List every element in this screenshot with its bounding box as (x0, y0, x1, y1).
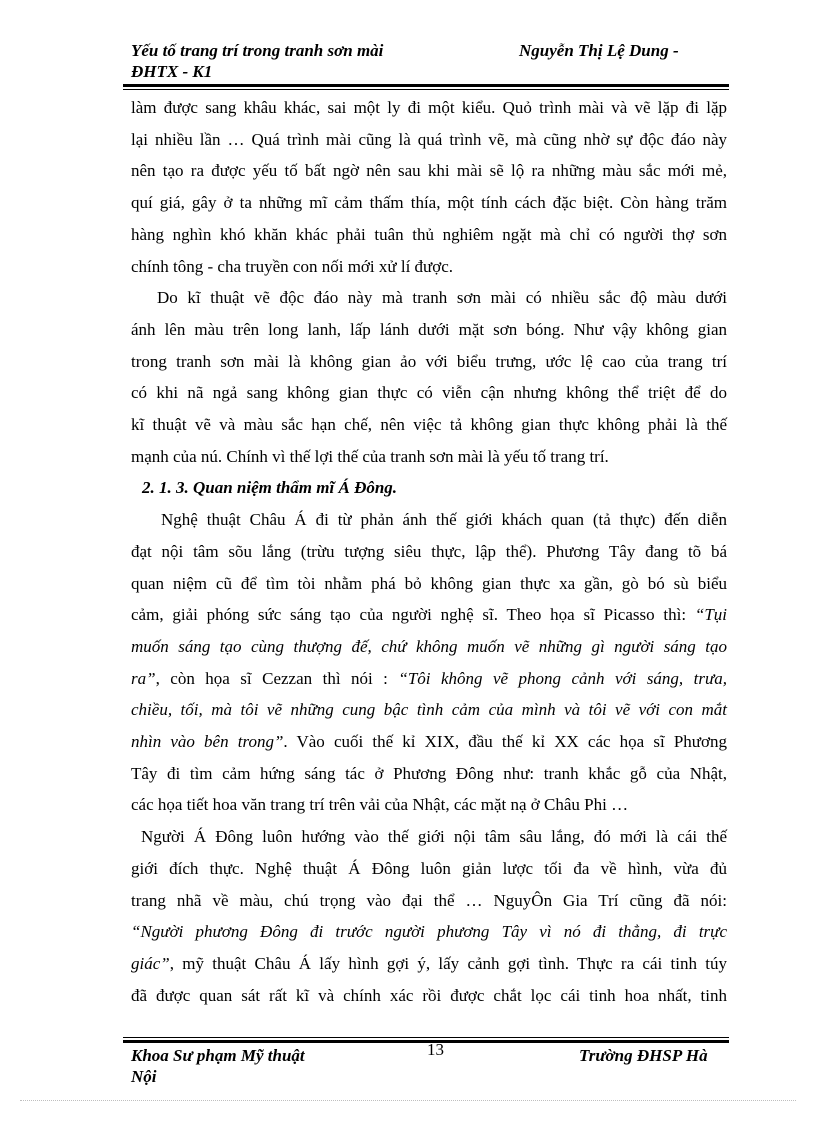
text-line: đạt nội tâm sõu lắng (trừu tượng siêu thực, lập thể). Phương Tây đang tõ bá (131, 541, 727, 561)
text-line (131, 663, 727, 695)
quote-run: chiều, tối, mà tôi vẽ những cung bậc tình cảm của mình và tôi vẽ với con mắt (131, 700, 727, 720)
text-line: lại nhiều lần … Quá trình mài cũng là quá trình vẽ, mà cũng nhờ sự độc đáo này (131, 129, 727, 149)
paragraph-1 (131, 92, 727, 282)
text-line: Do kĩ thuật vẽ độc đáo này mà tranh sơn mài có nhiều sắc độ màu dưới (157, 288, 727, 308)
header-title: Yếu tố trang trí trong tranh sơn mài (131, 41, 384, 60)
paragraph-4 (131, 821, 727, 1011)
text-line: giới đích thực. Nghệ thuật Á Đông luôn giản lược tối đa về hình, vừa đủ (131, 858, 727, 878)
text-line: quan niệm cũ để tìm tòi nhằm phá bỏ không gian thực xa gần, gò bó sù biểu (131, 573, 727, 593)
body-text (131, 92, 727, 1011)
footer-faculty-cont: Nội (131, 1067, 157, 1086)
quote-run: “Tụi (694, 605, 727, 625)
quote-run: nhìn vào bên trong” (131, 732, 284, 752)
text-line (131, 726, 727, 758)
text-line: các họa tiết hoa văn trang trí trên vải của Nhật, các mặt nạ ở Châu Phi … (131, 795, 629, 815)
page-number: 13 (427, 1040, 444, 1059)
text-line: ánh lên màu trên long lanh, lấp lánh dưới mặt sơn bóng. Như vậy không gian (131, 319, 727, 339)
text-line: trong tranh sơn mài là không gian ảo với biểu trưng, ước lệ cao của trang trí (131, 351, 727, 371)
text-line: nên tạo ra được yếu tố bất ngờ nên sau khi mài sẽ lộ ra những màu sắc mới mẻ, (131, 161, 727, 181)
text-line: làm được sang khâu khác, sai một ly đi một kiểu. Quỏ trình mài và vẽ lặp đi lặp (131, 98, 727, 117)
text-line (131, 948, 727, 980)
text-line (131, 599, 727, 631)
text-line: Tây đi tìm cảm hứng sáng tác ở Phương Đông như: tranh khắc gỗ của Nhật, (131, 763, 727, 783)
text-run: , mỹ thuật Châu Á lấy hình gợi ý, lấy cảnh gợi tình. Thực ra cái tinh túy (169, 953, 727, 973)
text-line: hàng nghìn khó khăn khác phải tuân thủ nghiêm ngặt mà chỉ có người thợ sơn (131, 224, 727, 244)
text-line: Nghệ thuật Châu Á đi từ phản ánh thế giới khách quan (tả thực) đến diễn (161, 510, 727, 530)
header-author: Nguyễn Thị Lệ Dung - (519, 41, 679, 60)
header-rule-thin (123, 89, 729, 90)
section-heading: 2. 1. 3. Quan niệm thẩm mĩ Á Đông. (142, 478, 398, 498)
text-line (131, 694, 727, 726)
text-line (131, 916, 727, 948)
text-run: , còn họa sĩ Cezzan thì nói : (155, 668, 388, 688)
text-line: chính tông - cha truyền con nối mới xử lí được. (131, 256, 454, 276)
text-line: Người Á Đông luôn hướng vào thế giới nội tâm sâu lắng, đó mới là cái thế (141, 827, 727, 847)
text-line: mạnh của nú. Chính vì thế lợi thế của tranh sơn mài là yếu tố trang trí. (131, 446, 609, 466)
header-class: ĐHTX - K1 (131, 62, 213, 81)
text-line: trang nhã về màu, chú trọng vào đại thể … NguyÔn Gia Trí cũng đã nói: (131, 890, 727, 910)
text-line: đã được quan sát rất kĩ và chính xác rồi được chắt lọc cái tinh hoa nhất, tinh (131, 985, 727, 1005)
page-edge-divider (20, 1100, 796, 1101)
quote-run: ra” (131, 668, 156, 688)
quote-run: “Người phương Đông đi trước người phương Tây vì nó đi thẳng, đi trực (131, 922, 727, 942)
text-run: cảm, giải phóng sức sáng tạo của người nghệ sĩ. Theo họa sĩ Picasso thì: (131, 605, 687, 625)
paragraph-3 (131, 504, 727, 821)
quote-run: “Tôi không vẽ phong cảnh với sáng, trưa, (398, 668, 728, 688)
quote-run: giác” (131, 953, 170, 973)
text-line (131, 631, 727, 663)
footer-university: Trường ĐHSP Hà (579, 1046, 708, 1065)
header-rule-thick (123, 84, 729, 87)
quote-run: muốn sáng tạo cùng thượng đế, chứ không muốn vẽ những gì người sáng tạo (131, 636, 727, 656)
text-run: . Vào cuối thế kỉ XIX, đầu thế kỉ XX các họa sĩ Phương (283, 732, 727, 752)
footer-rule-thick (123, 1040, 729, 1043)
text-line: kĩ thuật vẽ và màu sắc hạn chế, nên việc tả không gian thực không phải là thế (131, 415, 727, 435)
paragraph-2 (131, 282, 727, 472)
text-line: quí giá, gây ở ta những mĩ cảm thấm thía, một tính cách đặc biệt. Còn hàng trăm (131, 193, 727, 213)
text-line: có khi nã ngả sang không gian thực có viễn cận nhưng không thể triệt để do (131, 383, 727, 403)
footer-faculty: Khoa Sư phạm Mỹ thuật (131, 1046, 305, 1065)
footer-rule-thin (123, 1037, 729, 1038)
